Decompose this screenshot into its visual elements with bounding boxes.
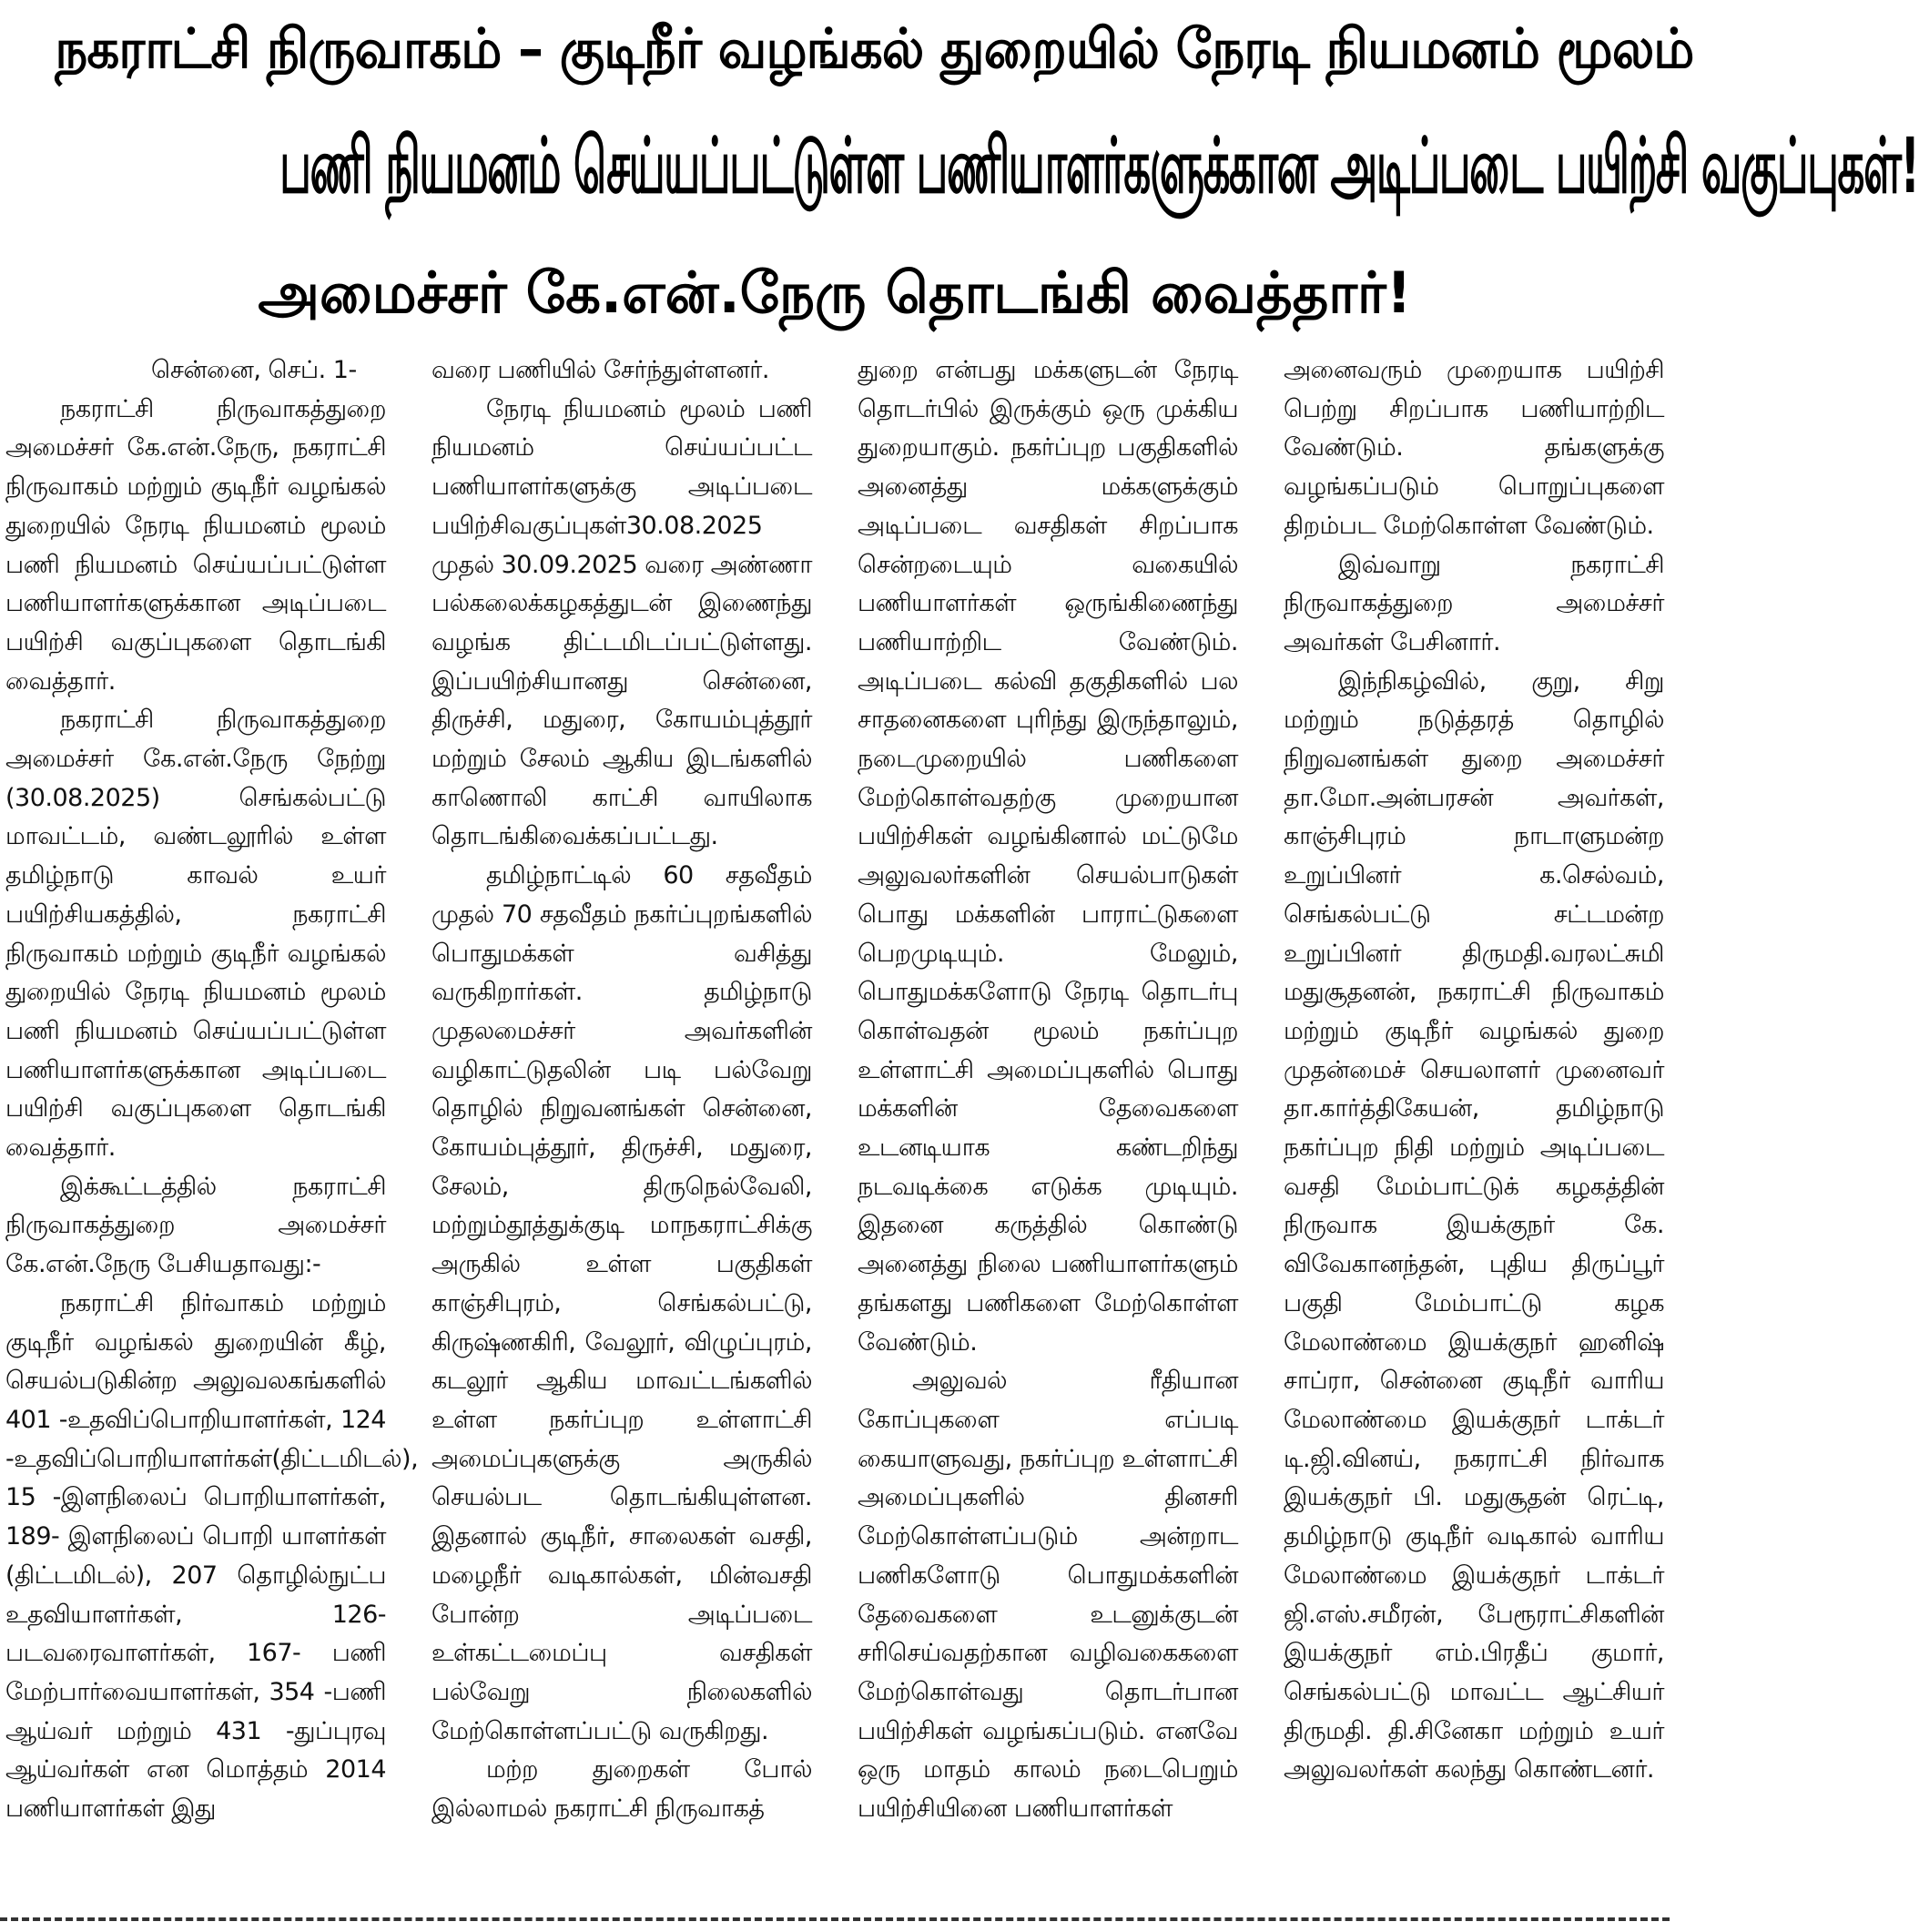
article-paragraph: இக்கூட்டத்தில் நகராட்சி நிருவாகத்துறை அமைச்சர் கே.என்.நேரு பேசியதாவது:- [5,1172,386,1279]
article-paragraph: துறை என்பது மக்களுடன் நேரடி தொடர்பில் இருக்கும் ஒரு முக்கிய துறையாகும். நகர்ப்புற பகுதிகளில் அனைத்து மக்களுக்கும் அடிப்படை வசதிகள் சிறப்பாக சென்றடையும் வகையில் பணியாளர்கள் ஒருங்கிணைந்து பணியாற்றிட வேண்டும். அடிப்படை கல்வி தகுதிகளில் பல சாதனைகளை புரிந்து இருந்தாலும், நடைமுறையில் பணிகளை மேற்கொள்வதற்கு முறையான பயிற்சிகள் வழங்கினால் மட்டுமே அலுவலர்களின் செயல்பாடுகள் பொது மக்களின் பாராட்டுகளை பெறமுடியும். மேலும், பொதுமக்களோடு நேரடி தொடர்பு கொள்வதன் மூலம் நகர்ப்புற உள்ளாட்சி அமைப்புகளில் பொது மக்களின் தேவைகளை உடனடியாக கண்டறிந்து நடவடிக்கை எடுக்க முடியும். இதனை கருத்தில் கொண்டு அனைத்து நிலை பணியாளர்களும் தங்களது பணிகளை மேற்கொள்ள வேண்டும். [858,356,1238,1357]
dateline: சென்னை, செப். 1- [151,356,357,384]
article-paragraph: தமிழ்நாட்டில் 60 சதவீதம் முதல் 70 சதவீதம் நகர்ப்புறங்களில் பொதுமக்கள் வசித்து வருகிறார்கள். தமிழ்நாடு முதலமைச்சர் அவர்களின் வழிகாட்டுதலின் படி பல்வேறு தொழில் நிறுவனங்கள் சென்னை, கோயம்புத்தூர், திருச்சி, மதுரை, சேலம், திருநெல்வேலி, மற்றும்தூத்துக்குடி மாநகராட்சிக்கு அருகில் உள்ள பகுதிகள் காஞ்சிபுரம், செங்கல்பட்டு, கிருஷ்ணகிரி, வேலூர், விழுப்புரம், கடலூர் ஆகிய மாவட்டங்களில் உள்ள நகர்ப்புற உள்ளாட்சி அமைப்புகளுக்கு அருகில் செயல்பட தொடங்கியுள்ளன. இதனால் குடிநீர், சாலைகள் வசதி, மழைநீர் வடிகால்கள், மின்வசதி போன்ற அடிப்படை உள்கட்டமைப்பு வசதிகள் பல்வேறு நிலைகளில் மேற்கொள்ளப்பட்டு வருகிறது. [432,861,812,1745]
headline-subtitle: அமைச்சர் கே.என்.நேரு தொடங்கி வைத்தார்! [258,259,1412,326]
article-column-3 [858,351,1238,1904]
article-paragraph: நகராட்சி நிருவாகத்துறை அமைச்சர் கே.என்.நேரு நேற்று (30.08.2025) செங்கல்பட்டு மாவட்டம், வண்டலூரில் உள்ள தமிழ்நாடு காவல் உயர் பயிற்சியகத்தில், நகராட்சி நிருவாகம் மற்றும் குடிநீர் வழங்கல் துறையில் நேரடி நியமனம் மூலம் பணி நியமனம் செய்யப்பட்டுள்ள பணியாளர்களுக்கான அடிப்படை பயிற்சி வகுப்புகளை தொடங்கி வைத்தார். [5,706,386,1163]
article-paragraph: அனைவரும் முறையாக பயிற்சி பெற்று சிறப்பாக பணியாற்றிட வேண்டும். தங்களுக்கு வழங்கப்படும் பொறுப்புகளை திறம்பட மேற்கொள்ள வேண்டும். [1284,356,1664,540]
article-paragraph: மற்ற துறைகள் போல் இல்லாமல் நகராட்சி நிருவாகத் [432,1755,812,1824]
dashed-divider [0,1917,1670,1921]
article-paragraph: நேரடி நியமனம் மூலம் பணி நியமனம் செய்யப்பட்ட பணியாளர்களுக்கு அடிப்படை பயிற்சிவகுப்புகள்30.08.2025 முதல் 30.09.2025 வரை அண்ணா பல்கலைக்கழகத்துடன் இணைந்து வழங்க திட்டமிடப்பட்டுள்ளது. இப்பயிற்சியானது சென்னை, திருச்சி, மதுரை, கோயம்புத்தூர் மற்றும் சேலம் ஆகிய இடங்களில் காணொலி காட்சி வாயிலாக தொடங்கிவைக்கப்பட்டது. [432,394,812,851]
headline-line-1: நகராட்சி நிருவாகம் – குடிநீர் வழங்கல் துறையில் நேரடி நியமனம் மூலம் [55,17,1694,81]
article-column-1 [5,351,419,1904]
article-paragraph: வரை பணியில் சேர்ந்துள்ளனர். [432,356,769,384]
article-column-4 [1284,351,1664,1904]
article-body [5,351,1664,1904]
article-paragraph: நகராட்சி நிர்வாகம் மற்றும் குடிநீர் வழங்கல் துறையின் கீழ், செயல்படுகின்ற அலுவலகங்களில் 401 -உதவிப்பொறியாளர்கள், 124 -உதவிப்பொறியாளர்கள்(திட்டமிடல்), 15 -இளநிலைப் பொறியாளர்கள், 189- இளநிலைப் பொறி யாளர்கள் (திட்டமிடல்), 207 தொழில்நுட்ப உதவியாளர்கள், 126-படவரைவாளர்கள், 167- பணி மேற்பார்வையாளர்கள், 354 -பணி ஆய்வர் மற்றும் 431 -துப்புரவு ஆய்வர்கள் என மொத்தம் 2014 பணியாளர்கள் இது [5,1288,419,1824]
article-paragraph: அலுவல் ரீதியான கோப்புகளை எப்படி கையாளுவது, நகர்ப்புற உள்ளாட்சி அமைப்புகளில் தினசரி மேற்கொள்ளப்படும் அன்றாட பணிகளோடு பொதுமக்களின் தேவைகளை உடனுக்குடன் சரிசெய்வதற்கான வழிவகைகளை மேற்கொள்வது தொடர்பான பயிற்சிகள் வழங்கப்படும். எனவே ஒரு மாதம் காலம் நடைபெறும் பயிற்சியினை பணியாளர்கள் [858,1367,1238,1824]
article-paragraph: நகராட்சி நிருவாகத்துறை அமைச்சர் கே.என்.நேரு, நகராட்சி நிருவாகம் மற்றும் குடிநீர் வழங்கல் துறையில் நேரடி நியமனம் மூலம் பணி நியமனம் செய்யப்பட்டுள்ள பணியாளர்களுக்கான அடிப்படை பயிற்சி வகுப்புகளை தொடங்கி வைத்தார். [5,394,386,696]
article-paragraph: இந்நிகழ்வில், குறு, சிறு மற்றும் நடுத்தரத் தொழில் நிறுவனங்கள் துறை அமைச்சர் தா.மோ.அன்பரசன் அவர்கள், காஞ்சிபுரம் நாடாளுமன்ற உறுப்பினர் க.செல்வம், செங்கல்பட்டு சட்டமன்ற உறுப்பினர் திருமதி.வரலட்சுமி மதுசூதனன், நகராட்சி நிருவாகம் மற்றும் குடிநீர் வழங்கல் துறை முதன்மைச் செயலாளர் முனைவர் தா.கார்த்திகேயன், தமிழ்நாடு நகர்ப்புற நிதி மற்றும் அடிப்படை வசதி மேம்பாட்டுக் கழகத்தின் நிருவாக இயக்குநர் கே. விவேகானந்தன், புதிய திருப்பூர் பகுதி மேம்பாட்டு கழக மேலாண்மை இயக்குநர் ஹனிஷ் சாப்ரா, சென்னை குடிநீர் வாரிய மேலாண்மை இயக்குநர் டாக்டர் டி.ஜி.வினய், நகராட்சி நிர்வாக இயக்குநர் பி. மதுசூதன் ரெட்டி, தமிழ்நாடு குடிநீர் வடிகால் வாரிய மேலாண்மை இயக்குநர் டாக்டர் ஜி.எஸ்.சமீரன், பேரூராட்சிகளின் இயக்குநர் எம்.பிரதீப் குமார், செங்கல்பட்டு மாவட்ட ஆட்சியர் திருமதி. தி.சினேகா மற்றும் உயர் அலுவலர்கள் கலந்து கொண்டனர். [1284,666,1664,1785]
headline-line-2: பணி நியமனம் செய்யப்பட்டுள்ள பணியாளர்களுக்கான அடிப்படை பயிற்சி வகுப்புகள்! [279,120,1919,211]
article-column-2 [432,351,812,1904]
article-paragraph: இவ்வாறு நகராட்சி நிருவாகத்துறை அமைச்சர் அவர்கள் பேசினார். [1284,550,1664,656]
